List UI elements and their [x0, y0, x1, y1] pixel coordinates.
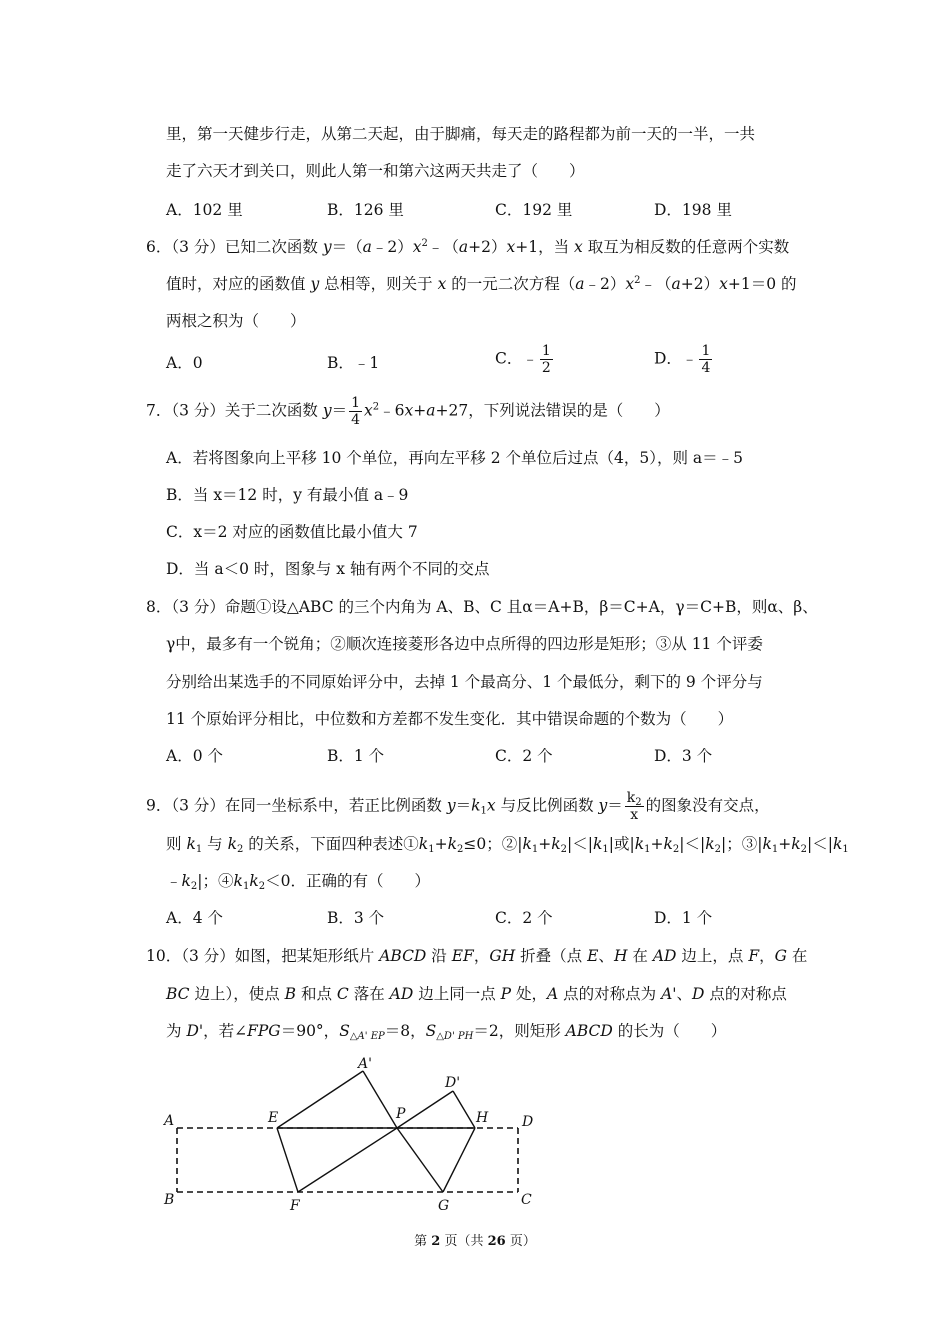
q5-option-a: A．102 里: [166, 201, 243, 219]
label-G: G: [438, 1198, 450, 1214]
label-D: D: [522, 1114, 534, 1130]
label-H: H: [476, 1110, 489, 1126]
q8-line-4: 11 个原始评分相比，中位数和方差都不发生变化．其中错误命题的个数为（ ）: [166, 710, 734, 728]
q5-option-b: B．126 里: [327, 201, 404, 219]
q7-option-c: C．x＝2 对应的函数值比最小值大 7: [166, 523, 418, 541]
segment-EA1: [277, 1071, 363, 1128]
total-pages: 26: [487, 1234, 506, 1249]
q9-line-2: 则 $k_1$ 与 $k_2$ 的关系，下面四种表述$①k_1+k_2\le 0$；$②|k_1+k_2|<|k_1|$或$|k_1+k_2|<|k_2|$；$③|k_1+k_2|<|k_1$: [166, 835, 849, 855]
q6-number: 6．: [146, 238, 172, 256]
page-footer: 第 2 页（共 26 页）: [414, 1234, 536, 1249]
q9-line-3: $﹣k_2|$；$④k_1k_2<0$．正确的有（ ）: [166, 872, 430, 892]
q8-line-2: γ中，最多有一个锐角；②顺次连接菱形各边中点所得的四边形是矩形；③从 11 个评委: [166, 635, 763, 653]
page-number: 2: [431, 1234, 441, 1249]
q6-line-1: 6．（3 分）已知二次函数 $y=(a﹣2)x^2﹣(a+2)x+1$，当 x 取互为相反数的任意两个实数: [146, 238, 790, 256]
q6-line-3: 两根之积为（ ）: [166, 312, 306, 330]
q5-option-c: C．192 里: [495, 201, 573, 219]
q6-option-a: A．0: [166, 354, 203, 372]
q8-option-d: D．3 个: [654, 747, 713, 765]
q5-line-2: 走了六天才到关口，则此人第一和第六这两天共走了（ ）: [166, 162, 585, 180]
label-F: F: [290, 1198, 300, 1214]
segment-A1P: [363, 1071, 397, 1128]
segment-EF: [277, 1128, 298, 1192]
q7-line-1: 7．（3 分）关于二次函数 y＝ $\frac{1}{4}$ $x^2﹣6x+a+27$，下列说法错误的是（ ）: [146, 395, 670, 428]
q7-option-b: B．当 x＝12 时，y 有最小值 a﹣9: [166, 486, 409, 504]
q10-line-3: 为 D'，若∠FPG＝90°，$S_{\triangle A' EP}=8$，$S_{\triangle D' PH}=2$，则矩形 ABCD 的长为（ ）: [166, 1022, 727, 1042]
segment-D1H: [453, 1091, 475, 1128]
q9-option-a: A．4 个: [166, 909, 223, 927]
q8-number: 8．: [146, 598, 172, 616]
segment-PG: [397, 1128, 443, 1192]
q8-line-3: 分别给出某选手的不同原始评分中，去掉 1 个最高分、1 个最低分，剩下的 9 个评分与: [166, 673, 763, 691]
label-P: P: [396, 1106, 406, 1122]
label-A: A: [164, 1113, 175, 1129]
q6-line-2: 值时，对应的函数值 y 总相等，则关于 x 的一元二次方程$(a﹣2)x^2﹣(a+2)x+1=0$ 的: [166, 275, 797, 293]
segment-FP: [298, 1128, 397, 1192]
q6-option-b: B．﹣1: [327, 354, 380, 372]
q6-option-d: D．﹣ $\frac{1}{4}$: [654, 343, 711, 376]
q6-score: （3 分）: [171, 238, 225, 256]
label-E: E: [268, 1110, 279, 1126]
q9-option-d: D．1 个: [654, 909, 713, 927]
q7-number: 7．: [146, 401, 172, 420]
fraction-half: $\frac{1}{2}$: [541, 343, 551, 376]
q9-line-1: 9．（3 分）在同一坐标系中，若正比例函数 $y=k_1x$ 与反比例函数 y＝ $\frac{k_2}{x}$ 的图象没有交点，: [146, 790, 770, 823]
q5-line-1: 里，第一天健步行走，从第二天起，由于脚痛，每天走的路程都为前一天的一半，一共: [166, 125, 756, 143]
q9-number: 9．: [146, 796, 172, 815]
geometry-figure: [155, 1052, 555, 1222]
q5-option-d: D．198 里: [654, 201, 732, 219]
fraction-quarter: $\frac{1}{4}$: [701, 343, 711, 376]
label-C: C: [521, 1192, 532, 1208]
q7-option-d: D．当 a＜0 时，图象与 x 轴有两个不同的交点: [166, 560, 490, 578]
label-D-prime: D': [445, 1075, 461, 1091]
q8-option-b: B．1 个: [327, 747, 385, 765]
q10-line-2: BC 边上），使点 B 和点 C 落在 AD 边上同一点 P 处，A 点的对称点为 A'、D 点的对称点: [166, 985, 787, 1003]
label-B: B: [164, 1192, 175, 1208]
q8-option-a: A．0 个: [166, 747, 223, 765]
q7-option-a: A．若将图象向上平移 10 个单位，再向左平移 2 个单位后过点（4，5），则 a＝﹣5: [166, 449, 743, 467]
q9-option-b: B．3 个: [327, 909, 385, 927]
q6-option-c: C．﹣ $\frac{1}{2}$: [495, 343, 551, 376]
q9-option-c: C．2 个: [495, 909, 553, 927]
q10-number: 10．: [146, 947, 182, 965]
q10-line-1: 10．（3 分）如图，把某矩形纸片 ABCD 沿 EF，GH 折叠（点 E、H 在 AD 边上，点 F，G 在: [146, 947, 808, 965]
q8-option-c: C．2 个: [495, 747, 553, 765]
q8-line-1: 8．（3 分）命题①设△ABC 的三个内角为 A、B、C 且α＝A+B，β＝C+A，γ＝C+B，则α、β、: [146, 598, 818, 616]
label-A-prime: A': [358, 1056, 372, 1072]
segment-GH: [443, 1128, 475, 1192]
